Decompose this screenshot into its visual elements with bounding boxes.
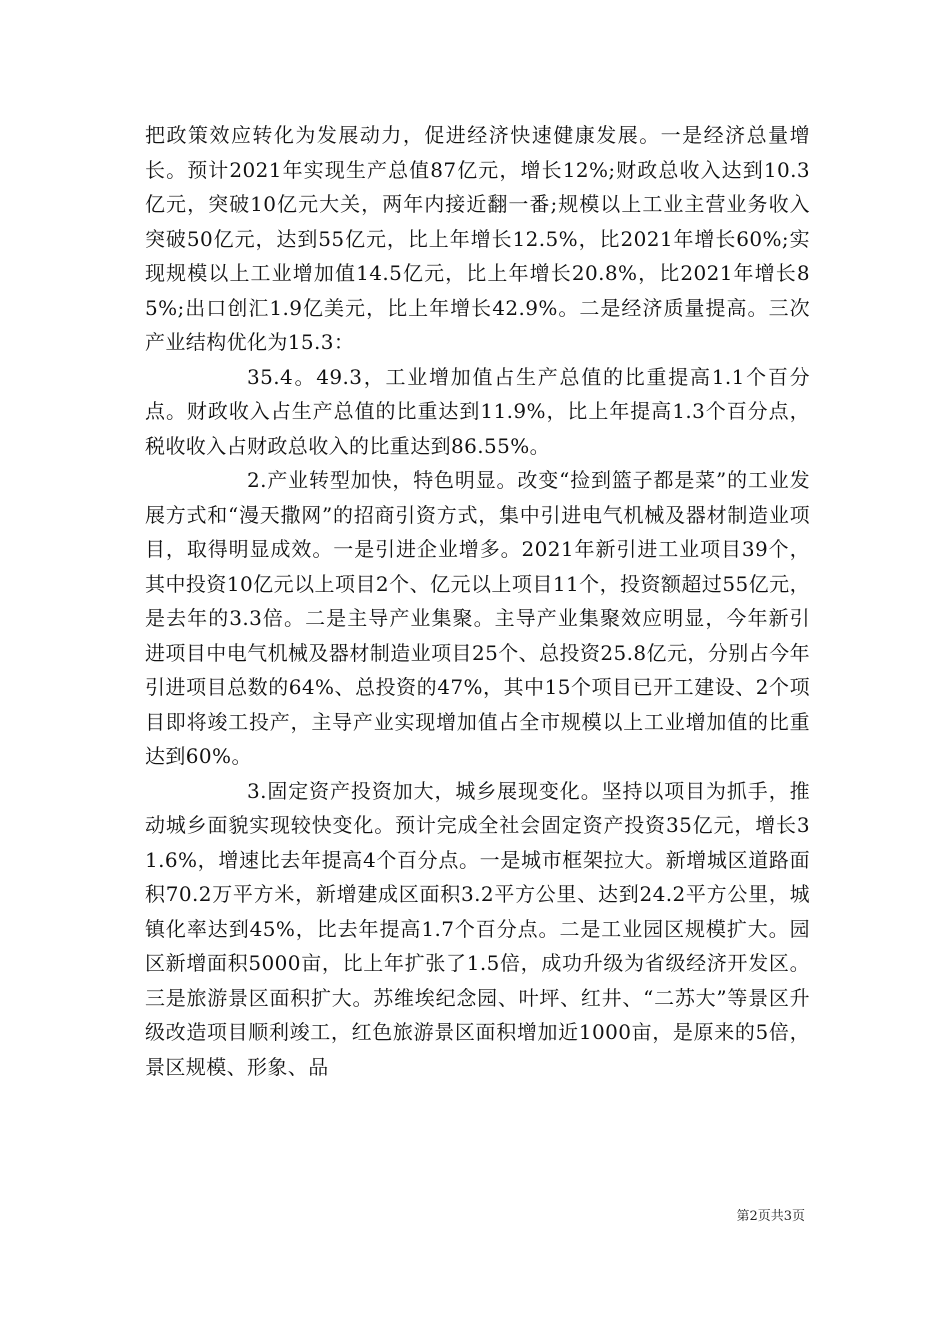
paragraph-fixed-asset-investment: 3.固定资产投资加大，城乡展现变化。坚持以项目为抓手，推动城乡面貌实现较快变化。预计完成全社会固定资产投资35亿元，增长31.6%，增速比去年提高4个百分点。一是城市框架拉大。新增城区道路面积70.2万平方米，新增建成区面积3.2平方公里、达到24.2平方公里，城镇化率达到45%，比去年提高1.7个百分点。二是工业园区规模扩大。园区新增面积5000亩，比上年扩张了1.5倍，成功升级为省级经济开发区。三是旅游景区面积扩大。苏维埃纪念园、叶坪、红井、“二苏大”等景区升级改造项目顺利竣工，红色旅游景区面积增加近1000亩，是原来的5倍，景区规模、形象、品 (145, 778, 810, 1079)
paragraph-industrial-transformation: 2.产业转型加快，特色明显。改变“捡到篮子都是菜”的工业发展方式和“漫天撒网”的招商引资方式，集中引进电气机械及器材制造业项目，取得明显成效。一是引进企业增多。2021年新引进工业项目39个，其中投资10亿元以上项目2个、亿元以上项目11个，投资额超过55亿元，是去年的3.3倍。二是主导产业集聚。主导产业集聚效应明显，今年新引进项目中电气机械及器材制造业项目25个、总投资25.8亿元，分别占今年引进项目总数的64%、总投资的47%，其中15个项目已开工建设、2个项目即将竣工投产，主导产业实现增加值占全市规模以上工业增加值的比重达到60%。 (145, 468, 810, 768)
paragraph-economic-growth: 把政策效应转化为发展动力，促进经济快速健康发展。一是经济总量增长。预计2021年实现生产总值87亿元，增长12%;财政总收入达到10.3亿元，突破10亿元大关，两年内接近翻一番;规模以上工业主营业务收入突破50亿元，达到55亿元，比上年增长12.5%，比2021年增长60%;实现规模以上工业增加值14.5亿元，比上年增长20.8%，比2021年增长85%;出口创汇1.9亿美元，比上年增长42.9%。二是经济质量提高。三次产业结构优化为15.3： (145, 123, 810, 354)
page-footer: 第2页共3页 (736, 1209, 805, 1224)
document-body (145, 118, 810, 1084)
paragraph-industry-structure: 35.4。49.3，工业增加值占生产总值的比重提高1.1个百分点。财政收入占生产总值的比重达到11.9%，比上年提高1.3个百分点，税收收入占财政总收入的比重达到86.55%。 (145, 364, 810, 458)
